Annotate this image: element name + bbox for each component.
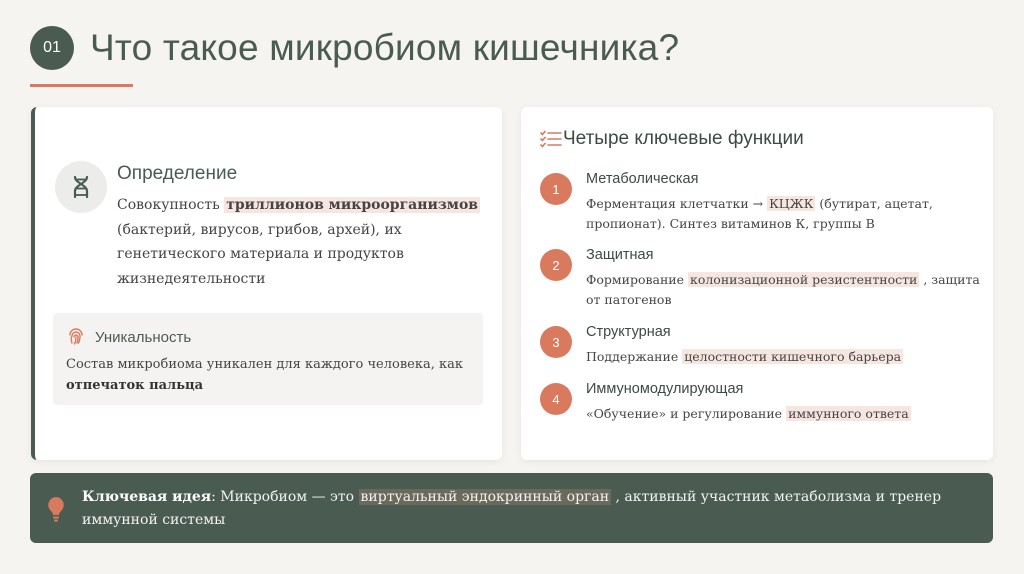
dna-icon [55,161,107,213]
uniqueness-title: Уникальность [95,329,192,346]
functions-card [521,107,993,460]
key-idea-text: Ключевая идея: Микробиом — это виртуальный эндокринный орган , активный участник метаболизма и тренер иммунной системы [82,489,942,528]
function-text: Формирование колонизационной резистентности , защита от патогенов [586,272,980,307]
title-underline [30,84,133,87]
key-idea-banner [30,473,993,543]
fingerprint-icon [67,328,85,346]
uniqueness-box [53,313,483,405]
function-title: Защитная [586,247,654,263]
lightbulb-icon [46,496,66,522]
definition-text: Совокупность триллионов микроорганизмов (бактерий, вирусов, грибов, архей), их генетического материала и продуктов жизнедеятельности [117,197,479,287]
function-number: 2 [540,249,572,281]
key-idea-label: Ключевая идея [82,489,212,505]
definition-highlight: триллионов микроорганизмов [226,197,479,213]
section-number-badge: 01 [30,26,74,70]
page-title: Что такое микробиом кишечника? [90,27,680,68]
function-number: 1 [540,173,572,205]
function-number: 4 [540,383,572,415]
function-text: «Обучение» и регулирование иммунного ответа [586,406,909,421]
list-check-icon [540,130,562,148]
function-number: 3 [540,326,572,358]
functions-title: Четыре ключевые функции [563,128,804,149]
function-title: Иммуномодулирующая [586,381,744,397]
function-title: Структурная [586,324,671,340]
function-title: Метаболическая [586,171,699,187]
function-text: Поддержание целостности кишечного барьера [586,349,902,364]
function-text: Ферментация клетчатки → КЦЖК (бутират, ацетат, пропионат). Синтез витаминов К, группы В [586,196,933,231]
definition-card [31,107,502,460]
uniqueness-text: Состав микробиома уникален для каждого человека, как отпечаток пальца [66,357,463,393]
slide-header [30,26,679,70]
definition-title: Определение [117,163,238,184]
